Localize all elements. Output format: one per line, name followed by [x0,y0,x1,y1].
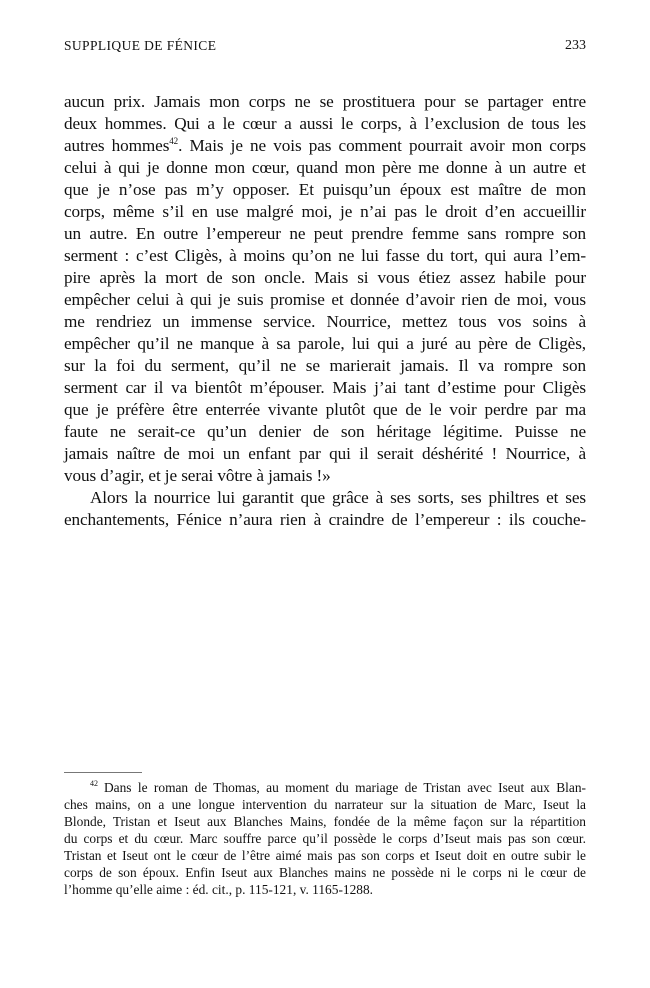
footnote-marker: 42 [90,779,98,788]
footnote-separator [64,772,142,773]
text-line: pire après la mort de son oncle. Mais si vous étiez assez habile pour [64,268,586,287]
footnote-line: Tristan et Iseut ont le cœur de l’être aimé mais pas son corps et Iseut doit en outre subir le [64,848,586,863]
running-head [64,38,586,58]
text-line: empêcher qu’il ne manque à sa parole, lui qui a juré au père de Cligès, [64,334,586,353]
text-line: un autre. En outre l’empereur ne peut prendre femme sans rompre son [64,224,586,243]
text-line: que je n’ose pas m’y opposer. Et puisqu’un époux est maître de mon [64,180,586,199]
text-line: corps, même s’il en use malgré moi, je n’ai pas le droit d’en accueillir [64,202,586,221]
text-line: aucun prix. Jamais mon corps ne se prostituera pour se partager entre [64,92,586,111]
text-fragment: autres hommes [64,136,170,155]
text-line: empêcher celui à qui je suis promise et donnée d’avoir rien de moi, vous [64,290,586,309]
page-number: 233 [565,38,586,53]
text-line: jamais naître de moi un enfant par qui il serait déshérité ! Nourrice, à [64,444,586,463]
text-line: sur la foi du serment, qu’il ne se marierait jamais. Il va rompre son [64,356,586,375]
text-line: serment car il va bientôt m’épouser. Mais j’ai tant d’estime pour Cligès [64,378,586,397]
paragraph-first-line: Alors la nourrice lui garantit que grâce à ses sorts, ses philtres et ses [90,488,586,507]
footnote-line: ches mains, on a une longue intervention du narrateur sur la situation de Marc, Iseut la [64,797,586,812]
footnote-line: l’homme qu’elle aime : éd. cit., p. 115-121, v. 1165-1288. [64,882,374,897]
main-text [64,91,586,531]
footnote-line: corps de son époux. Enfin Iseut aux Blanches mains ne possède ni le corps ni le cœur de [64,865,586,880]
footnote-line: Blonde, Tristan et Iseut aux Blanches Mains, fondée de la même façon sur la répartition [64,814,586,829]
text-line: me rendriez un immense service. Nourrice, mettez tous vos soins à [64,312,586,331]
text-fragment: . Mais je ne vois pas comment pourrait avoir mon corps [178,136,586,155]
footnote [64,779,586,898]
text-line: deux hommes. Qui a le cœur a aussi le corps, à l’exclusion de tous les [64,114,586,133]
text-line: serment : c’est Cligès, à moins qu’on ne lui fasse du tort, qui aura l’em- [64,246,586,265]
footnote-text: Dans le roman de Thomas, au moment du mariage de Tristan avec Iseut aux Blan- [104,780,586,795]
text-line: que je préfère être enterrée vivante plutôt que de le voir perdre par ma [64,400,586,419]
footnote-line [64,779,586,796]
text-line: faute ne serait-ce qu’un denier de son héritage légitime. Puisse ne [64,422,586,441]
text-line: vous d’agir, et je serai vôtre à jamais !» [64,466,331,485]
footnote-reference[interactable]: 42 [169,136,179,146]
text-line: enchantements, Fénice n’aura rien à craindre de l’empereur : ils couche- [64,510,586,529]
text-line: celui à qui je donne mon cœur, quand mon père me donne à un autre et [64,158,586,177]
text-line [64,135,586,157]
running-title: SUPPLIQUE DE FÉNICE [64,38,217,53]
footnote-line: du corps et du cœur. Marc souffre parce qu’il possède le corps d’Iseut mais pas son cœur. [64,831,586,846]
